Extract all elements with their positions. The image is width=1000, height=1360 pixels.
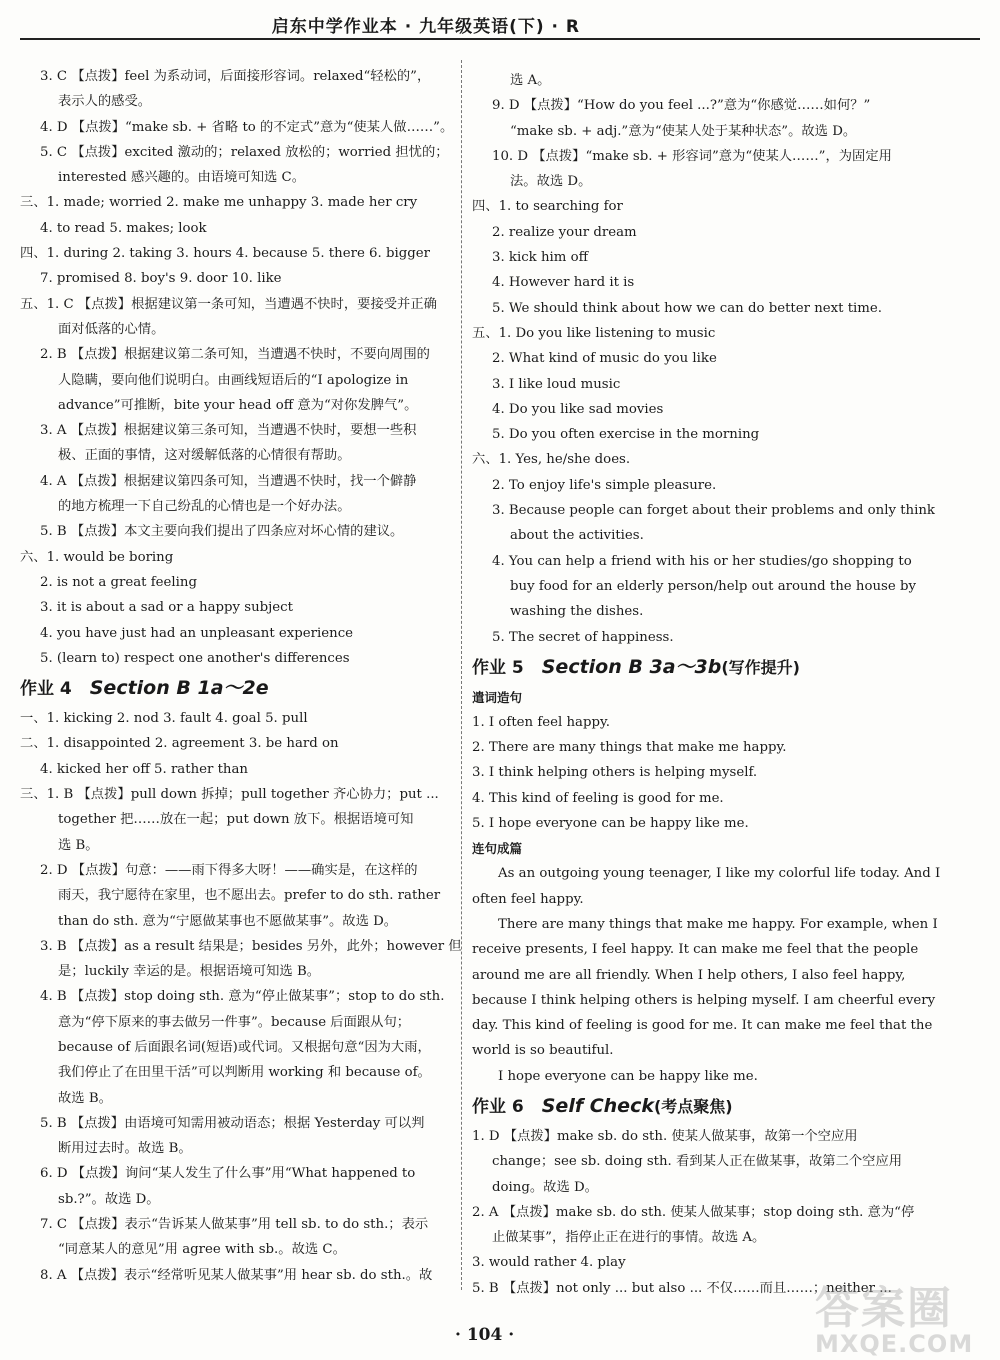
answer-line: 故选 B。 xyxy=(58,1090,112,1106)
answer-line: interested 感兴趣的。由语境可知选 C。 xyxy=(58,170,305,186)
answer-line: 选 B。 xyxy=(58,837,99,853)
section-subtitle: (写作提升) xyxy=(721,657,800,677)
answer-line: 6. D 【点拨】询问“某人发生了什么事”用“What happened to xyxy=(40,1166,416,1182)
answer-line: 4. B 【点拨】stop doing sth. 意为“停止做某事”；stop to do sth. xyxy=(40,989,445,1005)
answer-line: 五、1. Do you like listening to music xyxy=(472,325,716,341)
answer-line: 断用过去时。故选 B。 xyxy=(58,1141,192,1157)
answer-line: 5. We should think about how we can do better next time. xyxy=(492,300,883,316)
answer-line: 2. realize your dream xyxy=(492,224,637,240)
essay-paragraph: As an outgoing young teenager, I like my colorful life today. And I often feel happy. xyxy=(472,866,941,907)
page-header xyxy=(20,8,980,40)
subsection-heading: 遣词造句 xyxy=(472,689,523,705)
answer-line: 3. I like loud music xyxy=(492,376,621,392)
answer-line: 2. To enjoy life's simple pleasure. xyxy=(492,477,717,493)
answer-line: about the activities. xyxy=(510,528,644,544)
answer-line: “make sb. + adj.”意为“使某人处于某种状态”。故选 D。 xyxy=(510,123,857,139)
answer-line: sb.?”。故选 D。 xyxy=(58,1191,160,1207)
answer-line: 4. Do you like sad movies xyxy=(492,401,664,417)
watermark-line-2: MXQE.COM xyxy=(815,1330,974,1358)
answer-line: 5. B 【点拨】本文主要向我们提出了四条应对坏心情的建议。 xyxy=(40,524,404,540)
answer-line: 8. A 【点拨】表示“经常听见某人做某事”用 hear sb. do sth.。故 xyxy=(40,1267,433,1283)
answer-line: washing the dishes. xyxy=(510,604,644,620)
answer-line: 选 A。 xyxy=(510,73,551,88)
answer-line: advance”可推断，bite your head off 意为“对你发脾气”。 xyxy=(58,397,418,413)
answer-line: 4. D 【点拨】“make sb. + 省略 to 的不定式”意为“使某人做……”。 xyxy=(40,119,454,135)
answer-line: buy food for an elderly person/help out around the house by xyxy=(510,578,916,594)
section-heading xyxy=(20,673,485,704)
answer-line: 3. Because people can forget about their problems and only think xyxy=(492,503,935,519)
watermark-logo xyxy=(815,1272,990,1357)
answer-line: 五、1. C 【点拨】根据建议第一条可知，当遭遇不快时，要接受并正确 xyxy=(20,296,437,312)
page-number: · 104 · xyxy=(455,1325,515,1345)
answer-line: 4. A 【点拨】根据建议第四条可知，当遭遇不快时，找一个僻静 xyxy=(40,473,417,489)
answer-line: together 把……放在一起；put down 放下。根据语境可知 xyxy=(58,812,414,828)
answer-line: 5. I hope everyone can be happy like me. xyxy=(472,816,749,832)
answer-line: 5. B 【点拨】not only ... but also ... 不仅……而且……；neither ... xyxy=(472,1280,892,1296)
section-title: Self Check xyxy=(541,1094,654,1117)
answer-line: 4. to read 5. makes; look xyxy=(40,220,207,236)
section-title: Section B 3a～3b xyxy=(541,655,722,678)
answer-line: 3. B 【点拨】as a result 结果是；besides 另外，此外；however 但 xyxy=(40,938,462,954)
answer-line: 一、1. kicking 2. nod 3. fault 4. goal 5. pull xyxy=(20,711,308,727)
section-heading xyxy=(472,652,942,683)
answer-line: 3. I think helping others is helping myself. xyxy=(472,765,758,781)
answer-line: 六、1. would be boring xyxy=(20,549,174,565)
answer-line: 3. A 【点拨】根据建议第三条可知，当遭遇不快时，要想一些积 xyxy=(40,423,417,439)
right-column xyxy=(472,68,942,1301)
answer-line: 四、1. to searching for xyxy=(472,199,623,215)
answer-line: 极、正面的事情，这对缓解低落的心情很有帮助。 xyxy=(58,448,351,464)
answer-line: 我们停止了在田里干活”可以判断用 working 和 because of。 xyxy=(58,1065,431,1081)
answer-line: 2. B 【点拨】根据建议第二条可知，当遭遇不快时，不要向周围的 xyxy=(40,347,430,363)
answer-line: 5. Do you often exercise in the morning xyxy=(492,427,760,443)
answer-line: 2. A 【点拨】make sb. do sth. 使某人做某事；stop doing sth. 意为“停 xyxy=(472,1204,915,1220)
answer-line: 5. B 【点拨】由语境可知需用被动语态；根据 Yesterday 可以判 xyxy=(40,1115,425,1131)
answer-line: 四、1. during 2. taking 3. hours 4. because 5. there 6. bigger xyxy=(20,246,430,262)
assignment-number: 作业 4 xyxy=(20,679,72,700)
answer-line: 5. (learn to) respect one another's differences xyxy=(40,650,350,666)
answer-line: 止做某事”，指停止正在进行的事情。故选 A。 xyxy=(492,1230,766,1246)
answer-line: 法。故选 D。 xyxy=(510,174,592,190)
answer-line: 六、1. Yes, he/she does. xyxy=(472,452,631,468)
watermark-line-1: 答案圈 xyxy=(815,1283,953,1334)
answer-line: 4. This kind of feeling is good for me. xyxy=(472,790,724,806)
subsection-heading: 连句成篇 xyxy=(472,841,523,857)
answer-line: “同意某人的意见”用 agree with sb.。故选 C。 xyxy=(58,1242,346,1258)
left-column xyxy=(20,64,485,1288)
section-title: Section B 1a～2e xyxy=(89,677,269,700)
answer-line: 3. kick him off xyxy=(492,250,589,266)
answer-line: 10. D 【点拨】“make sb. + 形容词”意为“使某人……”，为固定用 xyxy=(492,148,892,164)
answer-line: 7. promised 8. boy's 9. door 10. like xyxy=(40,271,282,287)
answer-line: 3. would rather 4. play xyxy=(472,1255,626,1271)
answer-line: 3. C 【点拨】feel 为系动词，后面接形容词。relaxed“轻松的”， xyxy=(40,69,431,84)
answer-line: 面对低落的心情。 xyxy=(58,321,165,337)
answer-line: 意为“停下原来的事去做另一件事”。because 后面跟从句； xyxy=(58,1014,411,1030)
header-title: 启东中学作业本 · 九年级英语(下) · R xyxy=(271,17,580,37)
answer-line: change；see sb. doing sth. 看到某人正在做某事，故第二个空应用 xyxy=(492,1154,903,1170)
assignment-number: 作业 6 xyxy=(472,1096,524,1117)
answer-line: 三、1. B 【点拨】pull down 拆掉；pull together 齐心协力；put ... xyxy=(20,787,439,803)
answer-line: because of 后面跟名词(短语)或代词。又根据句意“因为大雨， xyxy=(58,1039,431,1055)
answer-line: 9. D 【点拨】“How do you feel ...?”意为“你感觉……如何？” xyxy=(492,98,871,114)
assignment-number: 作业 5 xyxy=(472,657,524,678)
answer-line: doing。故选 D。 xyxy=(492,1179,598,1195)
answer-line: 2. D 【点拨】句意：——雨下得多大呀！——确实是，在这样的 xyxy=(40,862,418,878)
essay-paragraph: There are many things that make me happy. For example, when I receive presents, I feel happy. It can make me feel that the people around me are all friendly. When I help others, I also feel happy, because I think helping others is helping myself. I am cheerful every day. This kind of feeling is good for me. It can make me feel that the world is so beautiful. xyxy=(472,916,938,1059)
answer-line: 1. D 【点拨】make sb. do sth. 使某人做某事，故第一个空应用 xyxy=(472,1128,858,1144)
answer-line: 5. The secret of happiness. xyxy=(492,629,674,645)
answer-line: 雨天，我宁愿待在家里，也不愿出去。prefer to do sth. rather xyxy=(58,888,441,904)
answer-line: 2. There are many things that make me happy. xyxy=(472,740,787,756)
answer-line: 3. it is about a sad or a happy subject xyxy=(40,600,293,616)
answer-line: 三、1. made; worried 2. make me unhappy 3. made her cry xyxy=(20,195,418,211)
section-subtitle: (考点聚焦) xyxy=(653,1096,733,1116)
answer-line: 4. You can help a friend with his or her studies/go shopping to xyxy=(492,553,912,569)
answer-line: 表示人的感受。 xyxy=(58,94,152,110)
answer-line: 4. kicked her off 5. rather than xyxy=(40,761,248,777)
section-heading xyxy=(472,1091,942,1122)
essay-paragraph: I hope everyone can be happy like me. xyxy=(498,1068,758,1084)
answer-line: 的地方梳理一下自己纷乱的心情也是一个好办法。 xyxy=(58,499,351,515)
answer-line: 是；luckily 幸运的是。根据语境可知选 B。 xyxy=(58,964,321,980)
answer-line: 2. What kind of music do you like xyxy=(492,351,717,367)
answer-line: 4. However hard it is xyxy=(492,275,635,291)
answer-line: 人隐瞒，要向他们说明白。由画线短语后的“I apologize in xyxy=(58,372,409,388)
answer-line: 7. C 【点拨】表示“告诉某人做某事”用 tell sb. to do sth.；表示 xyxy=(40,1217,429,1233)
answer-line: 1. I often feel happy. xyxy=(472,714,610,730)
answer-line: than do sth. 意为“宁愿做某事也不愿做某事”。故选 D。 xyxy=(58,913,398,929)
answer-line: 二、1. disappointed 2. agreement 3. be hard on xyxy=(20,736,339,752)
answer-line: 2. is not a great feeling xyxy=(40,574,197,590)
answer-line: 4. you have just had an unpleasant experience xyxy=(40,625,354,641)
answer-line: 5. C 【点拨】excited 激动的；relaxed 放松的；worried 担忧的； xyxy=(40,144,449,160)
